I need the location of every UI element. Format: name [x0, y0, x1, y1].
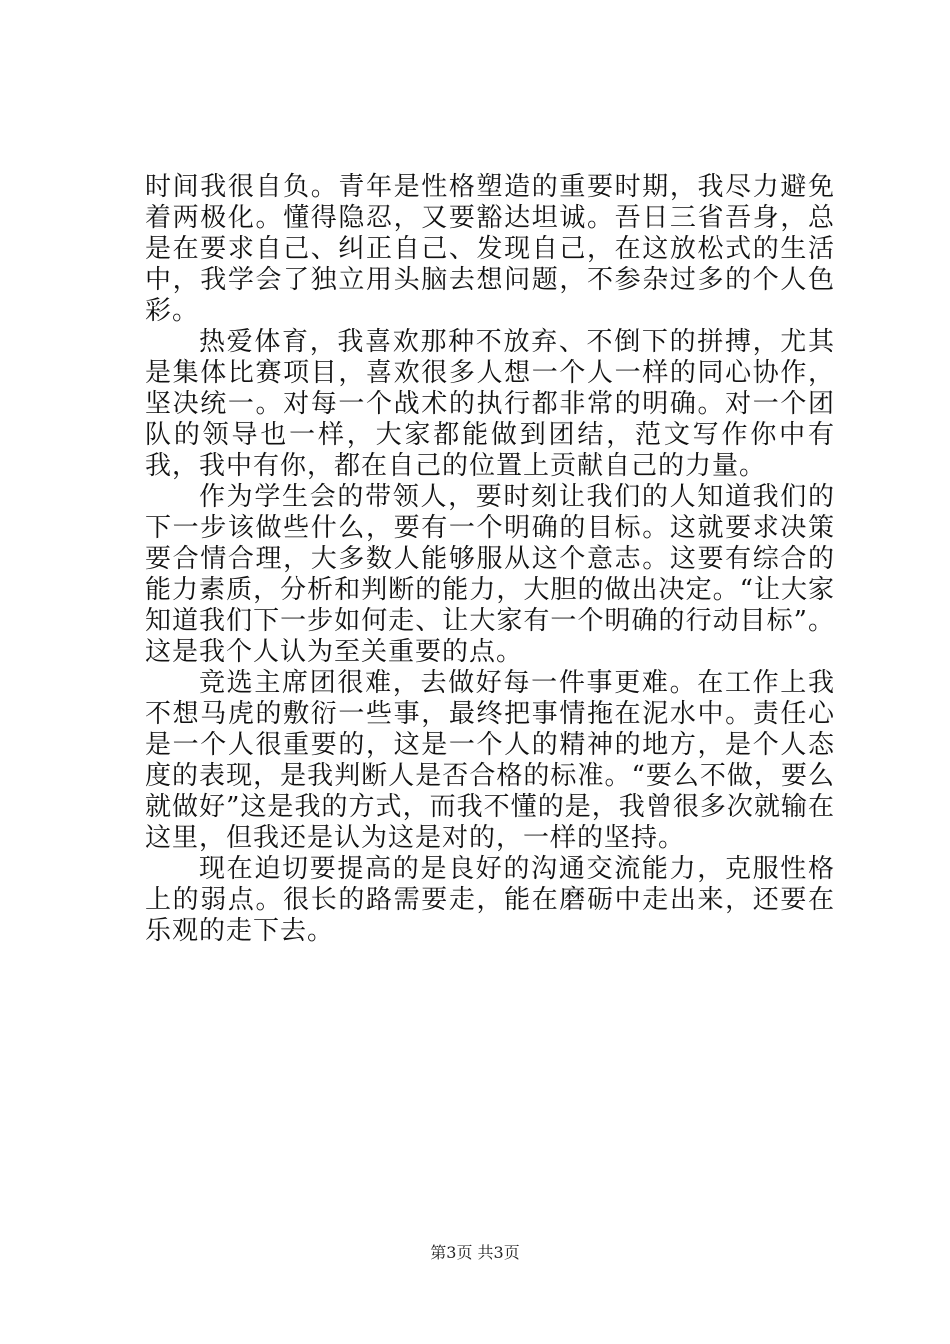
page-footer	[0, 1243, 950, 1263]
paragraph-continued: 时间我很自负。青年是性格塑造的重要时期，我尽力避免着两极化。懂得隐忍，又要豁达坦诚。吾日三省吾身，总是在要求自己、纠正自己、发现自己，在这放松式的生活中，我学会了独立用头脑去想问题，不参杂过多的个人色彩。	[145, 172, 835, 326]
document-body	[145, 172, 835, 947]
paragraph-leadership: 作为学生会的带领人，要时刻让我们的人知道我们的下一步该做些什么，要有一个明确的目标。这就要求决策要合情合理，大多数人能够服从这个意志。这要有综合的能力素质，分析和判断的能力，大胆的做出决定。“让大家知道我们下一步如何走、让大家有一个明确的行动目标”。这是我个人认为至关重要的点。	[145, 482, 835, 667]
page-number: 第3页 共3页	[430, 1243, 520, 1262]
paragraph-responsibility: 竞选主席团很难，去做好每一件事更难。在工作上我不想马虎的敷衍一些事，最终把事情拖在泥水中。责任心是一个人很重要的，这是一个人的精神的地方，是个人态度的表现，是我判断人是否合格的标准。“要么不做，要么就做好”这是我的方式，而我不懂的是，我曾很多次就输在这里，但我还是认为这是对的，一样的坚持。	[145, 668, 835, 853]
paragraph-sports: 热爱体育，我喜欢那种不放弃、不倒下的拼搏，尤其是集体比赛项目，喜欢很多人想一个人一样的同心协作，坚决统一。对每一个战术的执行都非常的明确。对一个团队的领导也一样，大家都能做到团结，范文写作你中有我，我中有你，都在自己的位置上贡献自己的力量。	[145, 327, 835, 481]
paragraph-improvement: 现在迫切要提高的是良好的沟通交流能力，克服性格上的弱点。很长的路需要走，能在磨砺中走出来，还要在乐观的走下去。	[145, 854, 835, 946]
